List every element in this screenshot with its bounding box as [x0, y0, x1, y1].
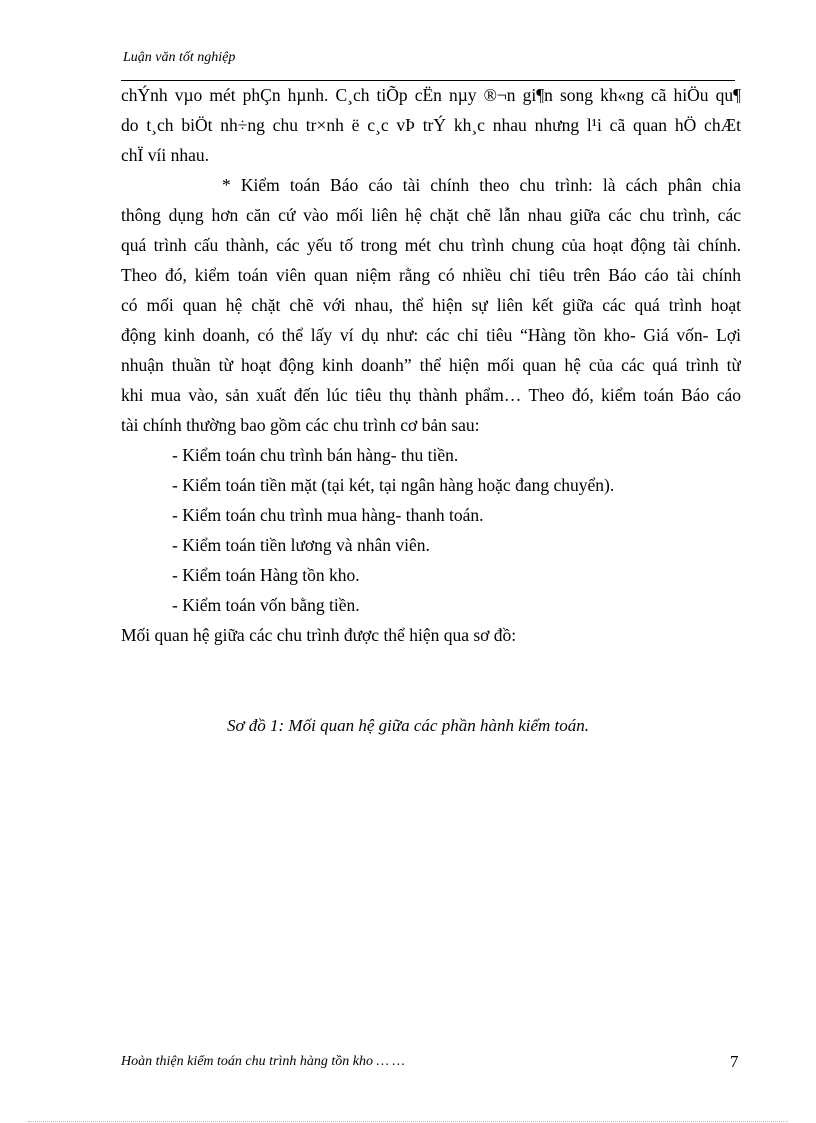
list-item: - Kiểm toán tiền mặt (tại két, tại ngân hàng hoặc đang chuyển).	[172, 475, 615, 495]
paragraph-line: có mối quan hệ chặt chẽ với nhau, thể hiện sự liên kết giữa các quá trình hoạt	[121, 295, 741, 315]
list-item: - Kiểm toán tiền lương và nhân viên.	[172, 535, 430, 555]
paragraph-line: quá trình cấu thành, các yếu tố trong mét chu trình chung của hoạt động tài chính.	[121, 235, 741, 255]
paragraph-line: động kinh doanh, có thể lấy ví dụ như: các chỉ tiêu “Hàng tồn kho- Giá vốn- Lợi	[121, 325, 741, 345]
list-item: - Kiểm toán chu trình mua hàng- thanh toán.	[172, 505, 484, 525]
paragraph-line: do t¸ch biÖt nh÷ng chu tr×nh ë c¸c vÞ trÝ kh¸c nhau nhưng l¹i cã quan hÖ chÆt	[121, 115, 741, 135]
list-item: - Kiểm toán vốn bằng tiền.	[172, 595, 360, 615]
page-number: 7	[730, 1052, 739, 1071]
paragraph-line: thông dụng hơn căn cứ vào mối liên hệ chặt chẽ lẫn nhau giữa các chu trình, các	[121, 205, 741, 225]
list-item: - Kiểm toán Hàng tồn kho.	[172, 565, 360, 585]
figure-caption: Sơ đồ 1: Mối quan hệ giữa các phần hành kiểm toán.	[226, 716, 590, 735]
closing-line: Mối quan hệ giữa các chu trình được thể hiện qua sơ đồ:	[121, 625, 517, 645]
body-text	[121, 80, 741, 650]
paragraph-line: * Kiểm toán Báo cáo tài chính theo chu trình: là cách phân chia	[222, 175, 741, 195]
page-bottom-border	[28, 1121, 788, 1122]
running-header: Luận văn tốt nghiệp	[123, 50, 236, 65]
paragraph-line: chÏ víi nhau.	[121, 145, 209, 165]
list-item: - Kiểm toán chu trình bán hàng- thu tiền.	[172, 445, 459, 465]
paragraph-line: nhuận thuần từ hoạt động kinh doanh” thể hiện mối quan hệ của các quá trình từ	[121, 355, 741, 375]
paragraph-line: chÝnh vµo mét phÇn hµnh. C¸ch tiÕp cËn nµy ®¬n gi¶n song kh«ng cã hiÖu qu¶	[121, 85, 741, 105]
paragraph-line: Theo đó, kiểm toán viên quan niệm rằng có nhiều chỉ tiêu trên Báo cáo tài chính	[121, 265, 741, 285]
paragraph-line: khi mua vào, sản xuất đến lúc tiêu thụ thành phẩm… Theo đó, kiểm toán Báo cáo	[121, 385, 741, 405]
running-footer: Hoàn thiện kiểm toán chu trình hàng tồn kho … …	[121, 1054, 405, 1069]
paragraph-line: tài chính thường bao gồm các chu trình cơ bản sau:	[121, 415, 480, 435]
